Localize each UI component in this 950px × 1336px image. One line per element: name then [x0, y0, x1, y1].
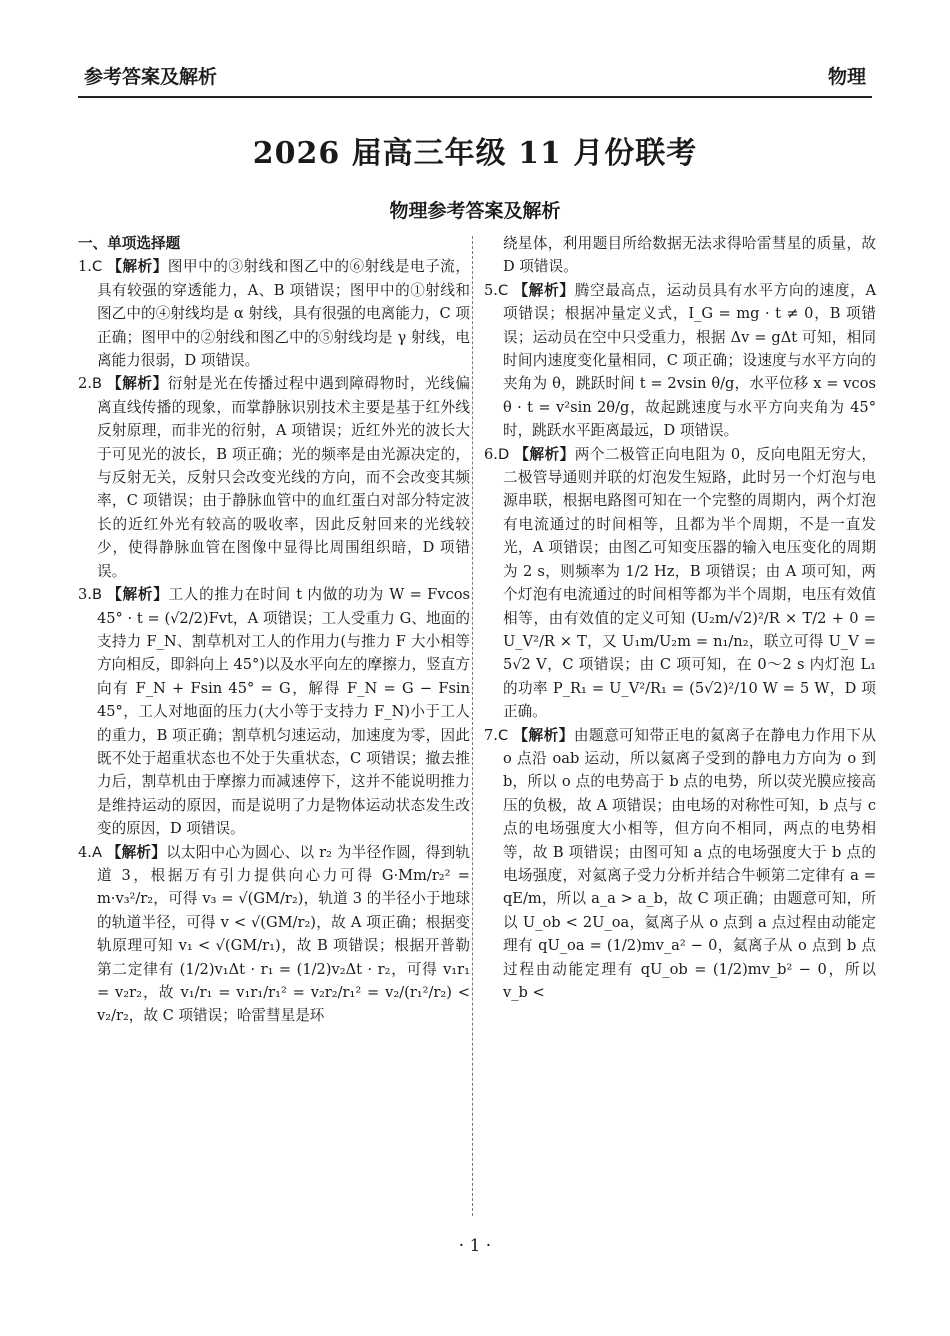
item-answer: A: [91, 843, 102, 861]
page-subtitle: 物理参考答案及解析: [389, 200, 561, 222]
item-number: 2.: [78, 375, 92, 393]
page-header: [78, 56, 872, 98]
item-text: 工人的推力在时间 t 内做的功为 W = Fvcos 45° · t = (√2/2)Fvt，A 项错误；工人受重力 G、地面的支持力 F_N、割草机对工人的作用力(与推力 F 大小相等方向相反，即斜向上 45°)以及水平向左的摩擦力，竖直方向有 F_N + Fsin 45° = G，解得 F_N = G − Fsin 45°，工人对地面的压力(大小等于支持力 F_N)小于工人的重力，B 项正确；割草机匀速运动，加速度为零，因此既不处于超重状态也不处于失重状态，C 项错误；撤去推力后，割草机由于摩擦力而减速停下，这并不能说明推力是维持运动的原因，而是说明了力是物体运动状态发生改变的原因，D 项错误。: [96, 586, 470, 838]
item-number: 4.: [78, 843, 92, 861]
column-divider: [472, 236, 473, 1216]
item-number: 5.: [484, 281, 498, 299]
header-left-label: 参考答案及解析: [84, 66, 218, 88]
section-heading: 一、单项选择题: [78, 235, 181, 252]
item-text: 图甲中的③射线和图乙中的⑥射线是电子流，具有较强的穿透能力，A、B 项错误；图甲中的①射线和图乙中的④射线均是 α 射线，具有很强的电离能力，C 项正确；图甲中的②射线和图乙中的⑤射线均是 γ 射线，电离能力很弱，D 项错误。: [96, 258, 470, 370]
answer-item-6: [484, 443, 876, 724]
item-tag: 【解析】: [513, 281, 575, 299]
item-tag: 【解析】: [513, 726, 574, 744]
left-column: [78, 232, 470, 1028]
item-tag: 【解析】: [107, 258, 168, 276]
item-tag: 【解析】: [514, 445, 575, 463]
item-text: 由题意可知带正电的氦离子在静电力作用下从 o 点沿 oab 运动，所以氦离子受到的静电力方向为 o 到 b，所以 o 点的电势高于 b 点的电势，所以荧光膜应接高压的负极，故 A 项错误；由电场的对称性可知，b 点与 c 点的电场强度大小相等，但方向不相同，两点的电势相等，故 B 项错误；由图可知 a 点的电场强度大于 b 点的电场强度，对氦离子受力分析并结合牛顿第二定律有 a = qE/m，所以 a_a > a_b，故 C 项正确；由题意可知，所以 U_ob < 2U_oa，氦离子从 o 点到 a 点过程由动能定理有 qU_oa = (1/2)mv_a² − 0，氦离子从 o 点到 b 点过程由动能定理有 qU_ob = (1/2)mv_b² − 0，所以 v_b <: [502, 726, 876, 1001]
item-number: 1.: [78, 258, 92, 276]
answer-item-3: [78, 583, 470, 840]
item-answer: C: [497, 281, 509, 299]
item-text: 以太阳中心为圆心、以 r₂ 为半径作圆，得到轨道 3，根据万有引力提供向心力可得 G·Mm/r₂² = m·v₃²/r₂，可得 v₃ = √(GM/r₂)，轨道 3 的半径小于地球的轨道半径，可得 v < √(GM/r₂)，故 A 项正确；根据变轨原理可知 v₁ < √(GM/r₁)，故 B 项错误；根据开普勒第二定律有 (1/2)v₁Δt · r₁ = (1/2)v₂Δt · r₂，可得 v₁r₁ = v₂r₂，故 v₁/r₁ = v₁r₁/r₁² = v₂r₂/r₁² = v₂/(r₁²/r₂) < v₂/r₂，故 C 项错误；哈雷彗星是环: [96, 843, 470, 1025]
item-tag: 【解析】: [106, 843, 167, 861]
item-tag: 【解析】: [107, 586, 169, 604]
item-number: 6.: [484, 445, 498, 463]
item-number: 3.: [78, 586, 92, 604]
item-tag: 【解析】: [107, 375, 168, 393]
answer-item-2: [78, 372, 470, 583]
item-answer: B: [91, 586, 102, 604]
item-answer: C: [91, 258, 103, 276]
answer-item-5: [484, 279, 876, 443]
item-number: 7.: [484, 726, 498, 744]
item-answer: B: [91, 375, 102, 393]
item-text: 两个二极管正向电阻为 0，反向电阻无穷大，二极管导通则并联的灯泡发生短路，此时另一个灯泡与电源串联，根据电路图可知在一个完整的周期内，两个灯泡有电流通过的时间相等，且都为半个周期，不是一直发光，A 项错误；由图乙可知变压器的输入电压变化的周期为 2 s，则频率为 1/2 Hz，B 项错误；由 A 项可知，两个灯泡有电流通过的时间相等都为半个周期，电压有效值相等，由有效值的定义可知 (U₂m/√2)²/R × T/2 + 0 = U_V²/R × T，又 U₁m/U₂m = n₁/n₂，联立可得 U_V = 5√2 V，C 项错误；由 C 项可知，在 0～2 s 内灯泡 L₁ 的功率 P_R₁ = U_V²/R₁ = (5√2)²/10 W = 5 W，D 项正确。: [502, 445, 876, 721]
answer-item-7: [484, 724, 876, 1005]
right-column: [484, 232, 876, 1004]
answer-item-4: [78, 841, 470, 1028]
item-text: 腾空最高点，运动员具有水平方向的速度，A 项错误；根据冲量定义式，I_G = mg · t ≠ 0，B 项错误；运动员在空中只受重力，根据 Δv = gΔt 可知，相同时间内速度变化量相同，C 项正确；设速度与水平方向的夹角为 θ，跳跃时间 t = 2vsin θ/g，水平位移 x = vcos θ · t = v²sin 2θ/g，故起跳速度与水平方向夹角为 45°时，跳跃水平距离最远，D 项错误。: [502, 281, 876, 440]
header-subject-label: 物理: [827, 66, 866, 88]
item-answer: D: [497, 445, 510, 463]
page-title: 2026 届高三年级 11 月份联考: [252, 136, 698, 171]
answer-item-4-continued: 绕星体，利用题目所给数据无法求得哈雷彗星的质量，故 D 项错误。: [502, 235, 876, 276]
answer-item-1: [78, 255, 470, 372]
page-number: · 1 ·: [458, 1236, 492, 1256]
item-answer: C: [497, 726, 509, 744]
item-text: 衍射是光在传播过程中遇到障碍物时，光线偏离直线传播的现象，而掌静脉识别技术主要是基于红外线反射原理，而非光的衍射，A 项错误；近红外光的波长大于可见光的波长，B 项正确；光的频率是由光源决定的，与反射无关，反射只会改变光线的方向，而不会改变其频率，C 项错误；由于静脉血管中的血红蛋白对部分特定波长的近红外光有较高的吸收率，因此反射回来的光线较少，使得静脉血管在图像中显得比周围组织暗，D 项错误。: [96, 375, 470, 580]
